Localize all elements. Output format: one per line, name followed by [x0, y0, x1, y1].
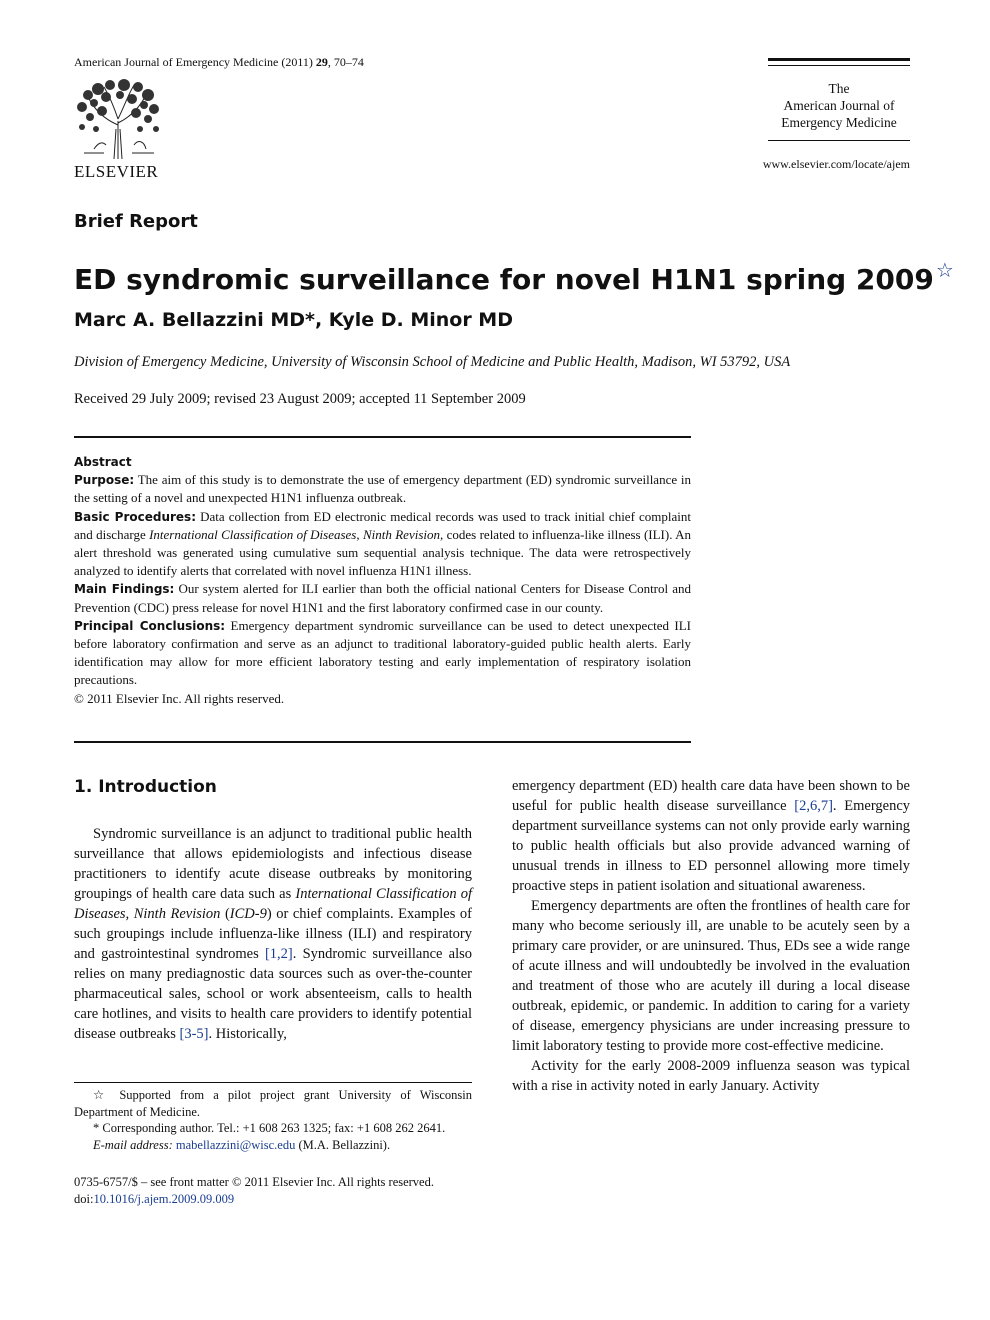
doi-label: doi: — [74, 1192, 94, 1206]
body-paragraph: Activity for the early 2008-2009 influenza season was typical with a rise in activity noted in early January. Activity — [512, 1058, 910, 1094]
front-matter — [74, 1174, 472, 1208]
journal-masthead — [768, 80, 910, 131]
body-paragraph — [512, 776, 910, 896]
author-list: Marc A. Bellazzini MD*, Kyle D. Minor MD — [74, 309, 513, 331]
abstract-findings — [74, 580, 691, 616]
abstract-text: codes related to influenza-like illness (ILI). An alert threshold was generated using cumulative sum sequential analysis technique. The data were retrospectively analyzed to identify alerts that correlated with novel influenza H1N1 illness. — [74, 526, 691, 579]
doi-line — [74, 1191, 472, 1208]
body-paragraph — [74, 824, 472, 1044]
body-text: . Syndromic surveillance also relies on many prediagnostic data sources such as over-the-counter pharmaceutical sales, school or work absenteeism, calls to health care hotlines, and visits to health care providers to identify potential disease outbreaks — [74, 946, 473, 1042]
abstract-heading: Abstract — [74, 455, 132, 469]
journal-url-link[interactable]: www.elsevier.com/locate/ajem — [762, 157, 910, 171]
masthead-line: Emergency Medicine — [781, 115, 897, 130]
masthead-line: The — [828, 81, 850, 96]
abstract-text: The aim of this study is to demonstrate the use of emergency department (ED) syndromic surveillance in the setting of a novel and unexpected H1N1 influenza outbreak. — [74, 472, 691, 506]
elsevier-tree-logo-icon — [74, 79, 162, 161]
article-dates: Received 29 July 2009; revised 23 August 2009; accepted 11 September 2009 — [74, 391, 526, 407]
article-title-text: ED syndromic surveillance for novel H1N1 spring 2009 — [74, 263, 934, 296]
email-label: E-mail address: — [93, 1137, 173, 1152]
footnote-rule — [74, 1082, 472, 1083]
masthead-rule-thick — [768, 58, 910, 61]
funding-footnote — [74, 1087, 472, 1120]
masthead-line: American Journal of — [783, 98, 895, 113]
article-title — [74, 258, 954, 296]
footnote-text: Supported from a pilot project grant University of Wisconsin Department of Medicine. — [74, 1088, 472, 1119]
body-text: ( — [220, 906, 230, 922]
footnote-text: Corresponding author. Tel.: +1 608 263 1325; fax: +1 608 262 2641. — [99, 1121, 446, 1135]
body-text-italic: International Classification of Diseases, Ninth Revision — [74, 886, 472, 922]
body-text: . Historically, — [208, 1026, 287, 1042]
body-text: . Emergency department surveillance systems can not only provide early warning to public health officials but also provide advanced warning of unusual trends in illness to ED personnel allowing more timely proactive steps in patient isolation and situational awareness. — [512, 798, 911, 894]
citation-link[interactable]: [1,2] — [264, 946, 293, 962]
abstract-rule-top — [74, 436, 691, 438]
citation-link[interactable]: [3-5] — [179, 1026, 209, 1042]
issn-line: 0735-6757/$ – see front matter © 2011 Elsevier Inc. All rights reserved. — [74, 1175, 434, 1189]
abstract-text: Emergency department syndromic surveillance can be used to detect unexpected ILI before laboratory confirmation and serve as an adjunct to traditional laboratory-guided public health alerts. Early identification may allow for more efficient laboratory testing and early implementation of respiratory isolation precautions. — [74, 617, 692, 688]
abstract-text-italic: International Classification of Diseases, Ninth Revision, — [149, 526, 444, 542]
footnote-mark: ☆ — [93, 1088, 111, 1102]
email-link[interactable]: mabellazzini@wisc.edu — [175, 1137, 296, 1152]
citation-link[interactable]: [2,6,7] — [794, 798, 833, 814]
footnote-text: (M.A. Bellazzini). — [295, 1137, 391, 1152]
article-type: Brief Report — [74, 211, 198, 232]
abstract — [74, 453, 691, 708]
abstract-label: Purpose: — [74, 473, 135, 488]
abstract-label: Main Findings: — [74, 582, 175, 597]
abstract-label: Basic Procedures: — [74, 509, 196, 524]
masthead-rule-bottom — [768, 140, 910, 141]
footnote-mark: * — [93, 1121, 100, 1135]
footnotes — [74, 1087, 472, 1153]
body-text-italic: ICD-9 — [229, 906, 267, 922]
abstract-rule-bottom — [74, 741, 691, 743]
abstract-copyright: © 2011 Elsevier Inc. All rights reserved. — [74, 690, 285, 706]
corresponding-footnote — [74, 1120, 472, 1137]
body-text: Syndromic surveillance is an adjunct to traditional public health surveillance that allows epidemiologists and infectious disease practitioners to identify acute disease outbreaks by monitoring groupings of health care data such as — [74, 826, 472, 902]
journal-reference — [74, 55, 364, 70]
body-text: ) or chief complaints. Examples of such groupings include influenza-like illness (ILI) and respiratory and gastrointestinal syndromes — [74, 906, 472, 962]
body-column-left — [74, 776, 472, 1044]
masthead-rule-thin — [768, 65, 910, 66]
doi-link[interactable]: 10.1016/j.ajem.2009.09.009 — [93, 1192, 235, 1206]
affiliation: Division of Emergency Medicine, University of Wisconsin School of Medicine and Public Health, Madison, WI 53792, USA — [74, 354, 791, 370]
abstract-label: Principal Conclusions: — [74, 618, 226, 633]
body-text: emergency department (ED) health care data have been shown to be useful for public health disease surveillance — [512, 778, 910, 814]
abstract-text: Our system alerted for ILI earlier than both the official national Centers for Disease Control and Prevention (CDC) press release for novel H1N1 and the first laboratory confirmed case in our county. — [74, 581, 691, 615]
body-column-right — [512, 776, 910, 1096]
section-heading: 1. Introduction — [74, 777, 217, 797]
funding-footnote-mark[interactable]: ☆ — [935, 258, 954, 282]
abstract-purpose — [74, 471, 691, 507]
abstract-procedures — [74, 508, 691, 581]
abstract-text: Data collection from ED electronic medical records was used to track initial chief complaint and discharge — [74, 508, 691, 542]
publisher-wordmark: ELSEVIER — [74, 162, 159, 181]
abstract-conclusions — [74, 617, 691, 690]
email-footnote — [74, 1137, 472, 1154]
journal-volume: 29 — [315, 55, 328, 69]
journal-pages: , 70–74 — [327, 55, 364, 69]
journal-name-year: American Journal of Emergency Medicine (2011) — [74, 55, 313, 69]
body-paragraph: Emergency departments are often the frontlines of health care for many who become seriously ill, are unable to be acutely seen by a primary care provider, or are uninsured. Thus, EDs see a wide range of acute illness and will undoubtedly be involved in the evaluation and treatment of those who are acutely ill during a local disease outbreak, epidemic, or pandemic. In addition to caring for a variety of disease, emergency physicians are under increasing pressure to limit laboratory testing to provide more cost-effective medicine. — [512, 898, 910, 1054]
